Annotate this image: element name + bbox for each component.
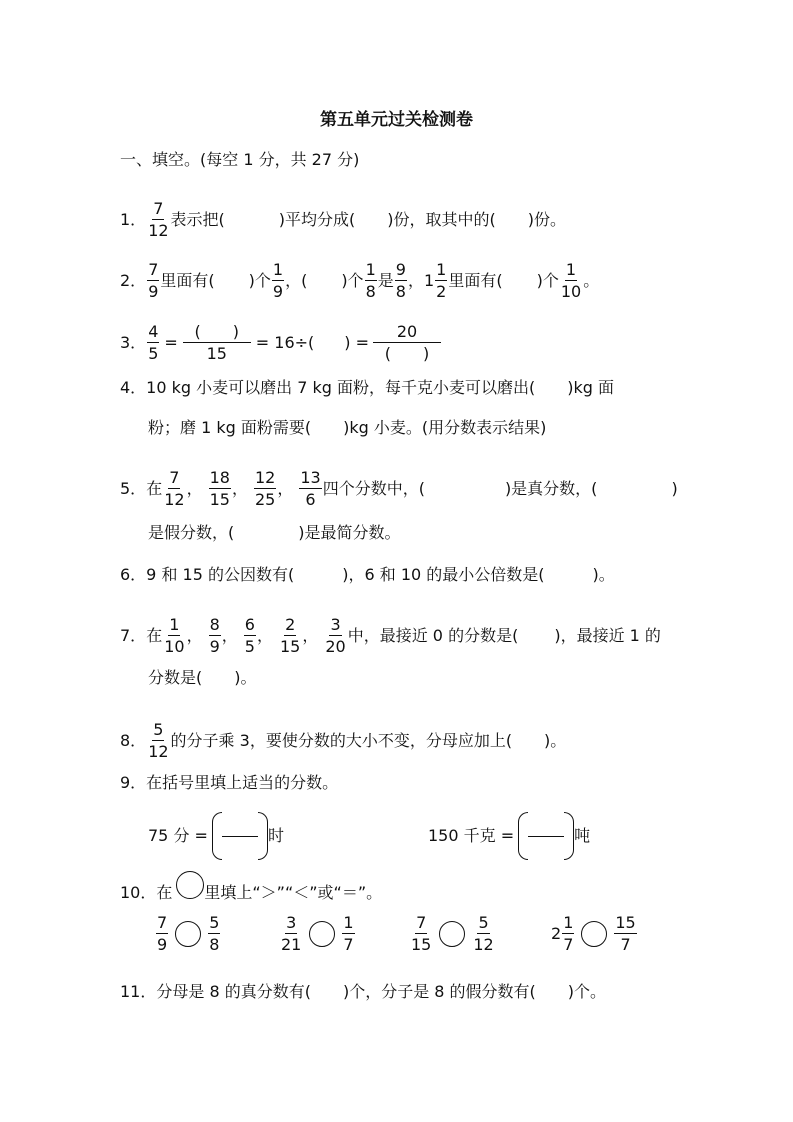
- question-11: 11．分母是 8 的真分数有( )个，分子是 8 的假分数有( )个。: [120, 982, 607, 1001]
- question-3: 3． $\frac{4}{5}$ = $\frac{( )}{15}$ = 16÷( ) = $\frac{20}{( )}$: [120, 322, 442, 363]
- fraction-blank[interactable]: [528, 812, 564, 860]
- compare-circle[interactable]: [175, 921, 201, 947]
- compare-pair-4: 2 $\frac{1}{7}$ $\frac{15}{7}$: [551, 913, 636, 954]
- question-4-line2: 粉；磨 1 kg 面粉需要( )kg 小麦。(用分数表示结果): [148, 418, 547, 437]
- mixed-number: 1 $\frac{1}{2}$: [423, 260, 447, 301]
- fraction: $\frac{4}{5}$: [148, 322, 159, 363]
- question-4-line1: 4．10 kg 小麦可以磨出 7 kg 面粉，每千克小麦可以磨出( )kg 面: [120, 378, 614, 397]
- compare-circle[interactable]: [581, 921, 607, 947]
- fraction: $\frac{7}{9}$: [148, 260, 159, 301]
- fraction: $\frac{5}{12}$: [148, 720, 169, 761]
- fraction: $\frac{12}{25}$: [254, 468, 276, 509]
- fraction: $\frac{6}{5}$: [244, 615, 255, 656]
- question-8: 8． $\frac{5}{12}$ 的分子乘 3，要使分数的大小不变，分母应加上( )。: [120, 720, 567, 761]
- question-9: 9．在括号里填上适当的分数。: [120, 773, 339, 792]
- section-heading: 一、填空。(每空 1 分，共 27 分): [120, 150, 360, 169]
- fraction: $\frac{1}{9}$: [272, 260, 284, 301]
- fraction: $\frac{13}{6}$: [300, 468, 321, 509]
- question-5-line2: 是假分数，( )是最简分数。: [148, 523, 401, 542]
- question-10: 10．在 里填上“＞”“＜”或“＝”。: [120, 879, 382, 907]
- question-9a: 75 分 = 时: [148, 812, 284, 860]
- question-6: 6．9 和 15 的公因数有( )，6 和 10 的最小公倍数是( )。: [120, 565, 615, 584]
- fraction: $\frac{3}{20}$: [325, 615, 346, 656]
- fraction: $\frac{2}{15}$: [279, 615, 301, 656]
- fraction: $\frac{18}{15}$: [209, 468, 230, 509]
- question-9b: 150 千克 = 吨: [428, 812, 590, 860]
- fraction: $\frac{7}{12}$: [164, 468, 185, 509]
- page-title: 第五单元过关检测卷: [320, 110, 473, 130]
- fraction-blank[interactable]: $\frac{( )}{15}$: [183, 322, 251, 363]
- compare-circle[interactable]: [309, 921, 335, 947]
- fraction: $\frac{1}{8}$: [365, 260, 376, 301]
- question-1: 1． $\frac{7}{12}$ 表示把( )平均分成( )份，取其中的( )份。: [120, 199, 567, 240]
- question-2: 2． $\frac{7}{9}$ 里面有( )个 $\frac{1}{9}$ ，( )个 $\frac{1}{8}$ 是 $\frac{9}{8}$ ， 1 $\frac{1}{2}$ 里面有( )个 $\frac{1}{10}$ 。: [120, 260, 600, 301]
- question-7: 7． 在 $\frac{1}{10}$ ， $\frac{8}{9}$ ， $\frac{6}{5}$ ， $\frac{2}{15}$ ， $\frac{3}{20}$ 中，最接近 0 的分数是( )，最接近 1 的: [120, 615, 661, 656]
- compare-pair-2: $\frac{3}{21}$ $\frac{1}{7}$: [281, 913, 354, 954]
- compare-pair-3: $\frac{7}{15}$ $\frac{5}{12}$: [411, 913, 494, 954]
- fraction: $\frac{1}{10}$: [560, 260, 582, 301]
- fraction: $\frac{7}{12}$: [148, 199, 169, 240]
- fraction-blank[interactable]: $\frac{20}{( )}$: [373, 322, 441, 363]
- fraction: $\frac{1}{10}$: [164, 615, 185, 656]
- compare-pair-1: $\frac{7}{9}$ $\frac{5}{8}$: [157, 913, 220, 954]
- question-5: 5． 在 $\frac{7}{12}$ ， $\frac{18}{15}$ ， $\frac{12}{25}$ ， $\frac{13}{6}$ 四个分数中，( )是真分数，( ): [120, 468, 678, 509]
- compare-circle[interactable]: [439, 921, 465, 947]
- compare-circle-icon: [176, 871, 204, 899]
- fraction: $\frac{8}{9}$: [209, 615, 220, 656]
- fraction-blank[interactable]: [222, 812, 258, 860]
- question-7-line2: 分数是( )。: [148, 668, 257, 687]
- fraction: $\frac{9}{8}$: [395, 260, 406, 301]
